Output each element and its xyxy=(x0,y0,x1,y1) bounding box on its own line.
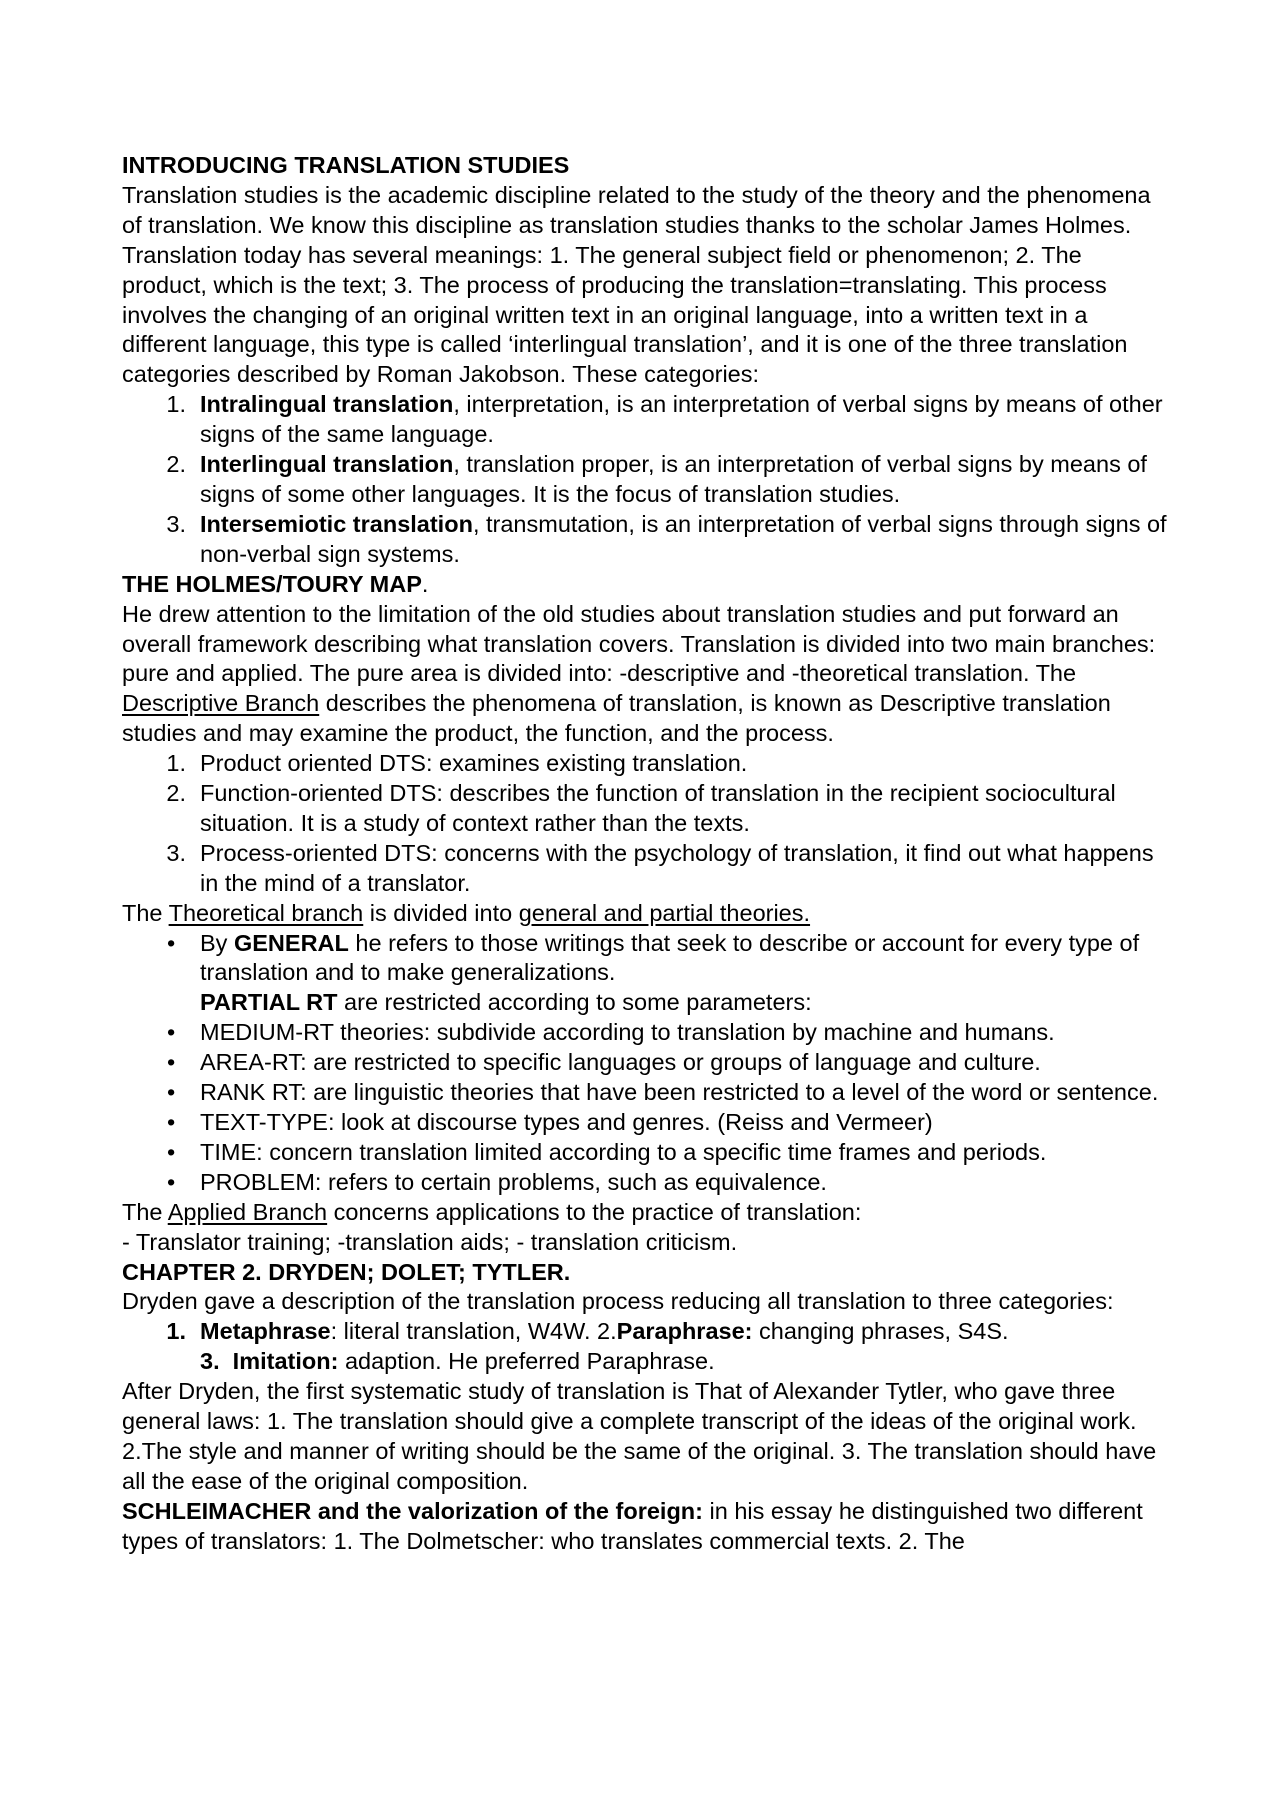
bullet-icon: • xyxy=(167,1109,176,1135)
list-item-partial: PARTIAL RT are restricted according to some parameters: xyxy=(200,989,812,1016)
dts-list xyxy=(122,749,1172,899)
bullet-icon: • xyxy=(167,929,176,956)
document-body xyxy=(122,151,1172,1557)
paragraph-applied-list: - Translator training; -translation aids; - translation criticism. xyxy=(122,1228,738,1255)
list-item: • MEDIUM-RT theories: subdivide according to translation by machine and humans. xyxy=(122,1018,1172,1048)
bullet-icon: • xyxy=(167,1049,176,1076)
section-heading-chapter-2: CHAPTER 2. DRYDEN; DOLET; TYTLER. xyxy=(122,1258,571,1285)
list-item: 3. Intersemiotic translation, transmutation, is an interpretation of verbal signs through signs of non-verbal sign systems. xyxy=(166,510,1167,567)
bullet-icon: • xyxy=(167,1138,176,1165)
paragraph-intro: Translation studies is the academic discipline related to the study of the theory and the phenomena of translation. We know this discipline as translation studies thanks to the scholar James Holmes. Translation today has several meanings: 1. The general subject field or phenomenon; 2. The product, which is the text; 3. The process of producing the translation=translating. This process involves the changing of an original written text in an original language, into a written text in a different language, this type is called ‘interlingual translation’, and it is one of the three translation categories described by Roman Jakobson. These categories: xyxy=(122,181,1151,388)
list-item: 3. Process-oriented DTS: concerns with the psychology of translation, it find out what happens in the mind of a translator. xyxy=(166,839,1154,896)
bullet-icon: • xyxy=(167,1168,176,1195)
general-partial-term: general and partial theories. xyxy=(518,899,811,926)
bullet-icon: • xyxy=(167,1079,176,1106)
list-item: • AREA-RT: are restricted to specific languages or groups of language and culture. xyxy=(122,1048,1172,1078)
list-item: • TEXT-TYPE: look at discourse types and genres. (Reiss and Vermeer) xyxy=(122,1108,1172,1138)
jakobson-categories-list xyxy=(122,390,1172,569)
list-item: 2. Interlingual translation, translation proper, is an interpretation of verbal signs by means of signs of some other languages. It is the focus of translation studies. xyxy=(166,451,1147,507)
list-item: • RANK RT: are linguistic theories that have been restricted to a level of the word or sentence. xyxy=(122,1078,1172,1108)
list-item: • PROBLEM: refers to certain problems, such as equivalence. xyxy=(122,1168,1172,1198)
paragraph-dryden: Dryden gave a description of the translation process reducing all translation to three categories: xyxy=(122,1288,1114,1315)
list-item: 1. Product oriented DTS: examines existing translation. xyxy=(166,750,748,777)
paragraph-tytler-laws: 2.The style and manner of writing should be the same of the original. 3. The translation should have all the ease of the original composition. xyxy=(122,1437,1157,1494)
dryden-categories-line-1: 1. Metaphrase: literal translation, W4W. 2.Paraphrase: changing phrases, S4S. xyxy=(166,1318,1009,1345)
descriptive-branch-term: Descriptive Branch xyxy=(122,690,320,717)
list-item: • By GENERAL he refers to those writings that seek to describe or account for every type of translation and to make generalizations. xyxy=(167,929,1140,986)
list-item: • TIME: concern translation limited according to a specific time frames and periods. xyxy=(122,1138,1172,1168)
paragraph-holmes: He drew attention to the limitation of the old studies about translation studies and put forward an overall framework describing what translation covers. Translation is divided into two main branches: pure and applied. The pure area is divided into: -descriptive and -theoretical translation. The Descriptive Branch describes the phenomena of translation, is known as Descriptive translation studies and may examine the product, the function, and the process. xyxy=(122,600,1156,747)
applied-branch-term: Applied Branch xyxy=(167,1198,328,1225)
list-item: 2. Function-oriented DTS: describes the function of translation in the recipient sociocultural situation. It is a study of context rather than the texts. xyxy=(166,780,1116,836)
theories-bullet-list xyxy=(122,929,1172,1198)
paragraph-tytler: After Dryden, the first systematic study of translation is That of Alexander Tytler, who gave three general laws: 1. The translation should give a complete transcript of the ideas of the original work. xyxy=(122,1378,1137,1435)
dryden-categories-line-2: 3. Imitation: adaption. He preferred Paraphrase. xyxy=(200,1348,715,1375)
bullet-icon: • xyxy=(167,1019,176,1046)
paragraph-theoretical: The Theoretical branch is divided into general and partial theories. xyxy=(122,899,811,926)
paragraph-applied: The Applied Branch concerns applications to the practice of translation: xyxy=(122,1198,862,1225)
section-heading-holmes-toury: THE HOLMES/TOURY MAP. xyxy=(122,570,429,597)
theoretical-branch-term: Theoretical branch xyxy=(168,899,364,926)
section-heading-introducing: INTRODUCING TRANSLATION STUDIES xyxy=(122,152,570,178)
paragraph-schleiermacher: SCHLEIMACHER and the valorization of the foreign: in his essay he distinguished two different types of translators: 1. The Dolmetscher: who translates commercial texts. 2. The xyxy=(122,1497,1143,1554)
list-item: 1. Intralingual translation, interpretation, is an interpretation of verbal signs by means of other signs of the same language. xyxy=(166,391,1163,448)
